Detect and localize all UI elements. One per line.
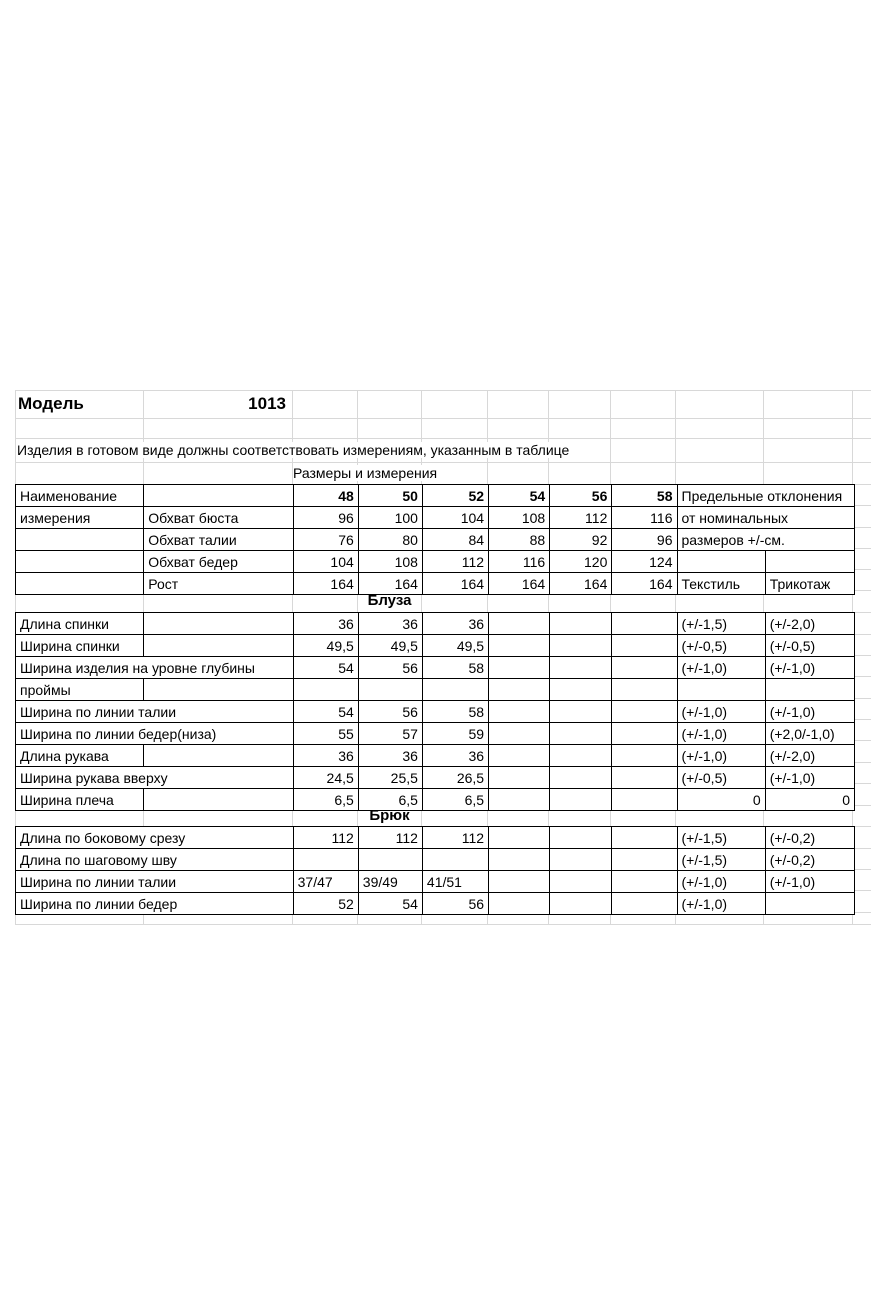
- empty-cell: [358, 679, 422, 701]
- table-row: [16, 613, 855, 635]
- empty-cell: [489, 827, 550, 849]
- empty-cell: [550, 893, 612, 915]
- hips-58: 124: [612, 551, 677, 573]
- value-52: 36: [422, 613, 488, 635]
- tolerance-knit: 0: [765, 789, 854, 811]
- empty-cell: [489, 635, 550, 657]
- tolerance-knit: (+/-0,2): [765, 827, 854, 849]
- tolerance-textile: (+/-1,0): [677, 723, 765, 745]
- value-50: 36: [358, 745, 422, 767]
- empty-cell: [612, 871, 677, 893]
- row-label: Обхват талии: [144, 529, 293, 551]
- tolerance-knit: (+2,0/-1,0): [765, 723, 854, 745]
- blouse-measurements-table: [15, 612, 855, 811]
- empty-cell: [612, 635, 677, 657]
- value-48: 54: [293, 657, 358, 679]
- value-52: 58: [422, 657, 488, 679]
- empty-cell: [765, 893, 854, 915]
- bust-58: 116: [612, 507, 677, 529]
- tolerance-textile: (+/-1,0): [677, 893, 765, 915]
- bust-52: 104: [422, 507, 488, 529]
- size-col-58: 58: [612, 485, 677, 507]
- empty-cell: [550, 679, 612, 701]
- empty-cell: [612, 827, 677, 849]
- waist-52: 84: [422, 529, 488, 551]
- name-header-line2: измерения: [16, 507, 144, 529]
- hips-50: 108: [358, 551, 422, 573]
- empty-cell: [765, 551, 854, 573]
- empty-cell: [550, 789, 612, 811]
- tolerance-knit: (+/-2,0): [765, 745, 854, 767]
- table-row: [16, 529, 855, 551]
- row-label-continued: проймы: [16, 679, 144, 701]
- row-label: Ширина по линии талии: [16, 701, 294, 723]
- knit-column-header: Трикотаж: [765, 573, 854, 595]
- tolerance-knit: (+/-1,0): [765, 657, 854, 679]
- value-50: 6,5: [358, 789, 422, 811]
- empty-cell: [550, 827, 612, 849]
- size-col-48: 48: [293, 485, 358, 507]
- tolerance-textile: (+/-1,5): [677, 613, 765, 635]
- table-row: [16, 679, 855, 701]
- value-52: 36: [422, 745, 488, 767]
- tolerance-knit: (+/-0,5): [765, 635, 854, 657]
- value-50: 56: [358, 701, 422, 723]
- model-number: [143, 390, 286, 418]
- value-48: 55: [293, 723, 358, 745]
- table-row: [16, 767, 855, 789]
- hips-48: 104: [293, 551, 358, 573]
- bust-50: 100: [358, 507, 422, 529]
- table-row: [16, 485, 855, 507]
- empty-cell: [550, 635, 612, 657]
- value-52: 6,5: [422, 789, 488, 811]
- value-52: 56: [422, 893, 488, 915]
- tolerance-textile: (+/-0,5): [677, 635, 765, 657]
- row-label: Длина спинки: [16, 613, 144, 635]
- conformity-note: [17, 438, 569, 462]
- waist-48: 76: [293, 529, 358, 551]
- value-50: 56: [358, 657, 422, 679]
- empty-cell: [612, 893, 677, 915]
- name-header-line1: Наименование: [16, 485, 144, 507]
- table-row: [16, 701, 855, 723]
- bust-54: 108: [489, 507, 550, 529]
- empty-cell: [489, 871, 550, 893]
- value-50: 54: [358, 893, 422, 915]
- size-col-50: 50: [358, 485, 422, 507]
- waist-50: 80: [358, 529, 422, 551]
- tolerance-textile: (+/-1,0): [677, 657, 765, 679]
- empty-cell: [612, 767, 677, 789]
- height-50: 164: [358, 573, 422, 595]
- height-52: 164: [422, 573, 488, 595]
- empty-cell: [293, 849, 358, 871]
- row-label: Ширина по линии талии: [16, 871, 294, 893]
- model-label-text: Модель: [18, 394, 84, 413]
- sizes-header-table: [15, 484, 855, 595]
- empty-cell: [144, 789, 293, 811]
- textile-column-header: Текстиль: [677, 573, 765, 595]
- tolerance-textile: (+/-1,0): [677, 701, 765, 723]
- row-label: Обхват бедер: [144, 551, 293, 573]
- value-48: 36: [293, 745, 358, 767]
- row-label: Ширина по линии бедер: [16, 893, 294, 915]
- empty-cell: [16, 573, 144, 595]
- empty-cell: [144, 679, 293, 701]
- empty-cell: [489, 723, 550, 745]
- empty-cell: [489, 679, 550, 701]
- empty-cell: [358, 849, 422, 871]
- empty-cell: [612, 789, 677, 811]
- empty-cell: [489, 657, 550, 679]
- empty-cell: [144, 745, 293, 767]
- size-col-56: 56: [550, 485, 612, 507]
- table-row: [16, 871, 855, 893]
- table-row: [16, 827, 855, 849]
- value-52: 59: [422, 723, 488, 745]
- empty-cell: [550, 745, 612, 767]
- value-52: 26,5: [422, 767, 488, 789]
- empty-cell: [144, 613, 293, 635]
- table-subtitle: [293, 462, 437, 484]
- row-label: Длина по шаговому шву: [16, 849, 294, 871]
- empty-cell: [144, 635, 293, 657]
- hips-56: 120: [550, 551, 612, 573]
- empty-cell: [612, 745, 677, 767]
- bust-56: 112: [550, 507, 612, 529]
- row-label: Ширина спинки: [16, 635, 144, 657]
- tolerance-note-line3: размеров +/-см.: [677, 529, 855, 551]
- row-label: Длина рукава: [16, 745, 144, 767]
- empty-cell: [677, 551, 765, 573]
- tolerance-note-line2: от номинальных: [677, 507, 855, 529]
- table-row: [16, 507, 855, 529]
- value-50: 36: [358, 613, 422, 635]
- row-label: Ширина изделия на уровне глубины: [16, 657, 294, 679]
- tolerance-textile: (+/-1,5): [677, 849, 765, 871]
- empty-cell: [422, 679, 488, 701]
- trousers-measurements-table: [15, 826, 855, 915]
- tolerance-knit: (+/-1,0): [765, 701, 854, 723]
- empty-cell: [422, 849, 488, 871]
- value-48: 37/47: [293, 871, 358, 893]
- tolerance-textile: 0: [677, 789, 765, 811]
- value-48: 24,5: [293, 767, 358, 789]
- empty-cell: [612, 679, 677, 701]
- value-52: 41/51: [422, 871, 488, 893]
- row-label: Обхват бюста: [144, 507, 293, 529]
- row-label: Ширина рукава вверху: [16, 767, 294, 789]
- tolerance-knit: (+/-2,0): [765, 613, 854, 635]
- hips-52: 112: [422, 551, 488, 573]
- empty-cell: [612, 613, 677, 635]
- value-50: 112: [358, 827, 422, 849]
- empty-cell: [489, 789, 550, 811]
- bust-48: 96: [293, 507, 358, 529]
- model-label: [18, 390, 84, 418]
- empty-cell: [612, 723, 677, 745]
- waist-58: 96: [612, 529, 677, 551]
- empty-cell: [677, 679, 765, 701]
- tolerance-note-line1: Предельные отклонения: [677, 485, 855, 507]
- empty-cell: [550, 613, 612, 635]
- empty-cell: [144, 485, 293, 507]
- table-subtitle-text: Размеры и измерения: [293, 465, 438, 481]
- value-52: 58: [422, 701, 488, 723]
- size-col-52: 52: [422, 485, 488, 507]
- empty-cell: [489, 767, 550, 789]
- empty-cell: [612, 849, 677, 871]
- table-row: [16, 745, 855, 767]
- tolerance-knit: (+/-1,0): [765, 767, 854, 789]
- value-48: 6,5: [293, 789, 358, 811]
- height-58: 164: [612, 573, 677, 595]
- blouse-section-title: [292, 590, 487, 612]
- value-48: 54: [293, 701, 358, 723]
- hips-54: 116: [489, 551, 550, 573]
- waist-54: 88: [489, 529, 550, 551]
- empty-cell: [550, 657, 612, 679]
- model-number-text: 1013: [248, 394, 286, 413]
- tolerance-textile: (+/-1,0): [677, 745, 765, 767]
- row-label: Ширина по линии бедер(низа): [16, 723, 294, 745]
- height-54: 164: [489, 573, 550, 595]
- table-row: [16, 635, 855, 657]
- value-52: 112: [422, 827, 488, 849]
- empty-cell: [16, 529, 144, 551]
- value-50: 57: [358, 723, 422, 745]
- table-row: [16, 657, 855, 679]
- empty-cell: [293, 679, 358, 701]
- tolerance-textile: (+/-0,5): [677, 767, 765, 789]
- empty-cell: [16, 551, 144, 573]
- height-48: 164: [293, 573, 358, 595]
- table-row: [16, 893, 855, 915]
- tolerance-textile: (+/-1,0): [677, 871, 765, 893]
- empty-cell: [550, 767, 612, 789]
- empty-cell: [550, 871, 612, 893]
- row-label: Ширина плеча: [16, 789, 144, 811]
- tolerance-knit: (+/-1,0): [765, 871, 854, 893]
- table-row: [16, 723, 855, 745]
- value-48: 52: [293, 893, 358, 915]
- conformity-note-text: Изделия в готовом виде должны соответствовать измерениям, указанным в таблице: [17, 442, 570, 458]
- value-48: 49,5: [293, 635, 358, 657]
- empty-cell: [489, 893, 550, 915]
- empty-cell: [612, 701, 677, 723]
- height-56: 164: [550, 573, 612, 595]
- trousers-section-title: [292, 805, 487, 826]
- empty-cell: [550, 849, 612, 871]
- value-48: 112: [293, 827, 358, 849]
- table-row: [16, 551, 855, 573]
- tolerance-textile: (+/-1,5): [677, 827, 765, 849]
- empty-cell: [489, 849, 550, 871]
- blouse-section-title-text: Блуза: [367, 592, 412, 609]
- value-50: 25,5: [358, 767, 422, 789]
- value-50: 39/49: [358, 871, 422, 893]
- empty-cell: [489, 745, 550, 767]
- table-row: [16, 849, 855, 871]
- row-label: Длина по боковому срезу: [16, 827, 294, 849]
- row-label: Рост: [144, 573, 293, 595]
- size-col-54: 54: [489, 485, 550, 507]
- empty-cell: [489, 701, 550, 723]
- tolerance-knit: (+/-0,2): [765, 849, 854, 871]
- trousers-section-title-text: Брюк: [369, 807, 410, 824]
- waist-56: 92: [550, 529, 612, 551]
- empty-cell: [765, 679, 854, 701]
- empty-cell: [612, 657, 677, 679]
- empty-cell: [550, 723, 612, 745]
- value-50: 49,5: [358, 635, 422, 657]
- value-52: 49,5: [422, 635, 488, 657]
- empty-cell: [489, 613, 550, 635]
- value-48: 36: [293, 613, 358, 635]
- empty-cell: [550, 701, 612, 723]
